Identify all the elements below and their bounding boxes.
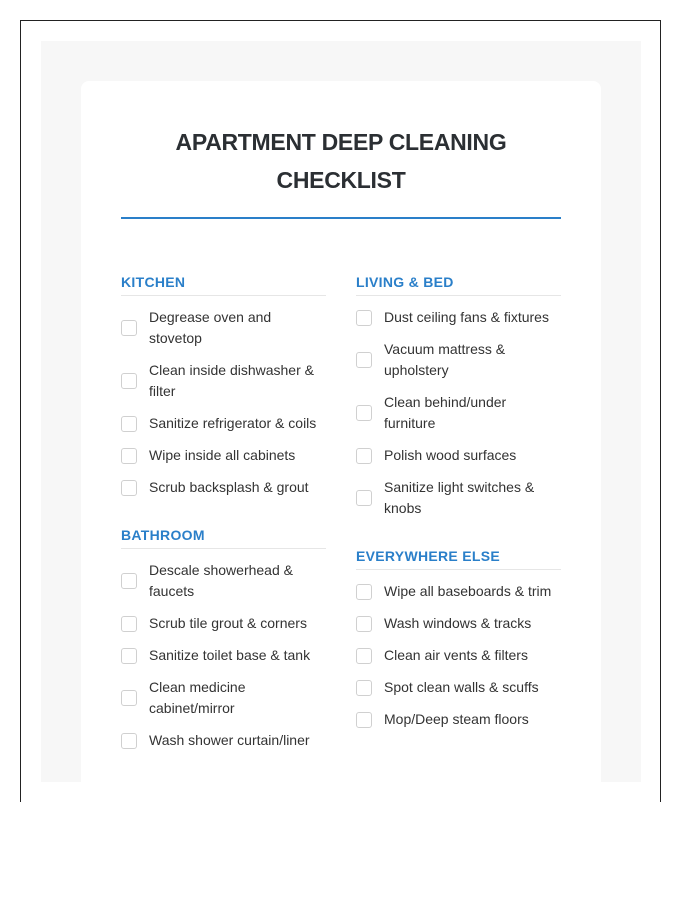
checkbox[interactable]: [356, 405, 372, 421]
checklist-item-label: Polish wood surfaces: [384, 447, 517, 463]
checklist-item[interactable]: [121, 413, 326, 434]
checklist-item[interactable]: [356, 677, 561, 698]
checkbox[interactable]: [121, 648, 137, 664]
checklist-item[interactable]: [356, 339, 561, 381]
title-line-2: CHECKLIST: [276, 167, 406, 193]
checkbox[interactable]: [121, 448, 137, 464]
checklist-item[interactable]: [121, 307, 326, 349]
checkbox[interactable]: [121, 416, 137, 432]
section-heading-kitchen: KITCHEN: [121, 273, 326, 296]
checklist-item[interactable]: [356, 445, 561, 466]
checklist-item-label: Clean inside dishwasher & filter: [149, 362, 314, 399]
checkbox[interactable]: [356, 352, 372, 368]
checklist-item-label: Scrub tile grout & corners: [149, 615, 307, 631]
document-frame: [20, 20, 661, 802]
checklist-item[interactable]: [121, 360, 326, 402]
checkbox[interactable]: [356, 680, 372, 696]
checklist-item[interactable]: [356, 477, 561, 519]
title-divider: [121, 217, 561, 219]
title-line-1: APARTMENT DEEP CLEANING: [175, 129, 507, 155]
checkbox[interactable]: [356, 648, 372, 664]
checklist-item[interactable]: [356, 613, 561, 634]
checklist-item-label: Wash shower curtain/liner: [149, 732, 310, 748]
right-column: [356, 273, 561, 758]
checklist-item[interactable]: [356, 645, 561, 666]
checkbox[interactable]: [356, 616, 372, 632]
left-column: [121, 273, 326, 779]
checklist-item[interactable]: [121, 730, 326, 751]
checkbox[interactable]: [121, 733, 137, 749]
section-heading-bathroom: BATHROOM: [121, 526, 326, 549]
checklist-item-label: Dust ceiling fans & fixtures: [384, 309, 549, 325]
checkbox[interactable]: [356, 310, 372, 326]
checklist-item-label: Scrub backsplash & grout: [149, 479, 309, 495]
checklist-item-label: Degrease oven and stovetop: [149, 309, 272, 346]
section-bathroom: [121, 526, 326, 751]
checkbox[interactable]: [121, 320, 137, 336]
checkbox[interactable]: [356, 712, 372, 728]
checklist-item[interactable]: [121, 645, 326, 666]
checklist-item[interactable]: [356, 581, 561, 602]
checklist-item[interactable]: [356, 709, 561, 730]
checklist-item-label: Sanitize light switches & knobs: [384, 479, 535, 516]
checklist-item-label: Wash windows & tracks: [384, 615, 532, 631]
section-kitchen: [121, 273, 326, 498]
checklist-item-label: Descale showerhead & faucets: [149, 562, 293, 599]
checklist-item[interactable]: [121, 445, 326, 466]
checkbox[interactable]: [121, 690, 137, 706]
checklist-item[interactable]: [121, 677, 326, 719]
checklist-card: [81, 81, 601, 802]
checkbox[interactable]: [121, 480, 137, 496]
section-heading-living-bed: LIVING & BED: [356, 273, 561, 296]
checkbox[interactable]: [121, 616, 137, 632]
section-everywhere-else: [356, 547, 561, 730]
section-heading-everywhere-else: EVERYWHERE ELSE: [356, 547, 561, 570]
checklist-item-label: Wipe inside all cabinets: [149, 447, 296, 463]
page-title: [121, 123, 561, 199]
page-backdrop: [41, 41, 641, 782]
section-living-bed: [356, 273, 561, 519]
checklist-item-label: Clean medicine cabinet/mirror: [149, 679, 246, 716]
checklist-item-label: Sanitize refrigerator & coils: [149, 415, 317, 431]
checkbox[interactable]: [356, 584, 372, 600]
checklist-item-label: Spot clean walls & scuffs: [384, 679, 539, 695]
checklist-item[interactable]: [121, 560, 326, 602]
checklist-item-label: Clean behind/under furniture: [384, 394, 507, 431]
checklist-item[interactable]: [356, 307, 561, 328]
checkbox[interactable]: [121, 573, 137, 589]
checklist-item-label: Sanitize toilet base & tank: [149, 647, 311, 663]
checklist-item[interactable]: [356, 392, 561, 434]
checkbox[interactable]: [356, 448, 372, 464]
checklist-item-label: Clean air vents & filters: [384, 647, 528, 663]
checklist-item-label: Wipe all baseboards & trim: [384, 583, 552, 599]
checklist-item-label: Mop/Deep steam floors: [384, 711, 529, 727]
checkbox[interactable]: [356, 490, 372, 506]
checklist-item[interactable]: [121, 477, 326, 498]
checklist-item[interactable]: [121, 613, 326, 634]
checkbox[interactable]: [121, 373, 137, 389]
checklist-item-label: Vacuum mattress & upholstery: [384, 341, 506, 378]
